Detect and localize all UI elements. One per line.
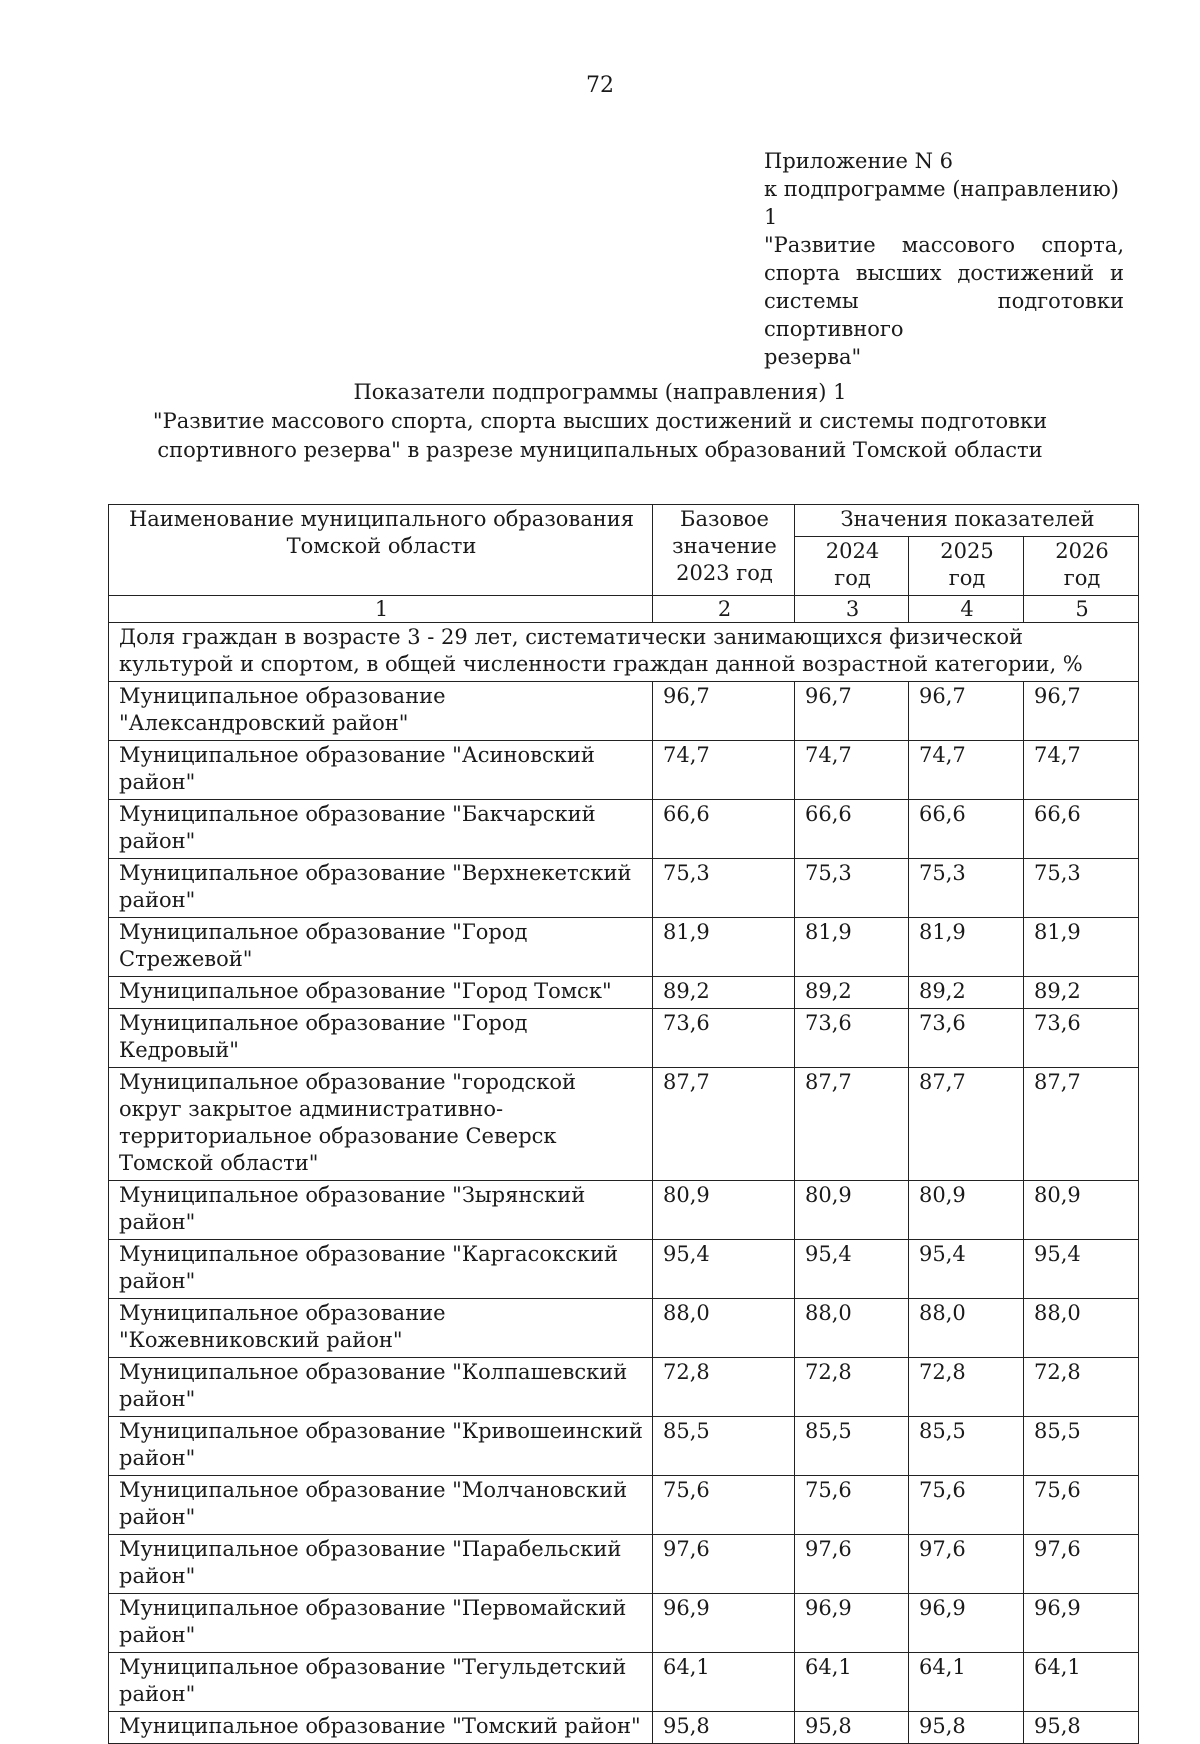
municipality-name: Муниципальное образование "городской округ закрытое административно-территориальное образование Северск Томской области"	[109, 1068, 653, 1181]
annex-line: Приложение N 6	[764, 149, 953, 173]
value-2025: 73,6	[909, 1009, 1024, 1068]
base-value-2023: 96,9	[653, 1594, 795, 1653]
table-row	[109, 682, 1139, 741]
base-value-2023: 95,4	[653, 1240, 795, 1299]
table-row	[109, 977, 1139, 1009]
table-row	[109, 1009, 1139, 1068]
municipality-name: Муниципальное образование "Город Томск"	[109, 977, 653, 1009]
municipality-name: Муниципальное образование "Каргасокский район"	[109, 1240, 653, 1299]
value-2025: 72,8	[909, 1358, 1024, 1417]
value-2026: 97,6	[1024, 1535, 1139, 1594]
value-2024: 95,4	[795, 1240, 909, 1299]
base-value-2023: 89,2	[653, 977, 795, 1009]
value-2024: 85,5	[795, 1417, 909, 1476]
municipality-name: Муниципальное образование "Город Стрежевой"	[109, 918, 653, 977]
value-2024: 88,0	[795, 1299, 909, 1358]
municipality-name: Муниципальное образование "Кожевниковский район"	[109, 1299, 653, 1358]
table-row	[109, 1240, 1139, 1299]
value-2026: 73,6	[1024, 1009, 1139, 1068]
municipality-name: Муниципальное образование "Город Кедровый"	[109, 1009, 653, 1068]
base-value-2023: 64,1	[653, 1653, 795, 1712]
value-2024: 95,8	[795, 1712, 909, 1744]
table-row	[109, 1299, 1139, 1358]
value-2024: 73,6	[795, 1009, 909, 1068]
value-2024: 74,7	[795, 741, 909, 800]
value-2025: 66,6	[909, 800, 1024, 859]
base-value-2023: 80,9	[653, 1181, 795, 1240]
annex-line: к подпрограмме (направлению) 1	[764, 177, 1119, 229]
value-2026: 72,8	[1024, 1358, 1139, 1417]
base-value-2023: 72,8	[653, 1358, 795, 1417]
value-2026: 74,7	[1024, 741, 1139, 800]
value-2024: 81,9	[795, 918, 909, 977]
value-2025: 87,7	[909, 1068, 1024, 1181]
value-2025: 74,7	[909, 741, 1024, 800]
column-number: 1	[109, 596, 653, 623]
municipality-name: Муниципальное образование "Зырянский район"	[109, 1181, 653, 1240]
header-year: 2026 год	[1024, 537, 1139, 596]
table-row	[109, 800, 1139, 859]
municipality-name: Муниципальное образование "Александровский район"	[109, 682, 653, 741]
base-value-2023: 81,9	[653, 918, 795, 977]
value-2025: 88,0	[909, 1299, 1024, 1358]
indicators-table	[108, 504, 1139, 1744]
header-indicator-values: Значения показателей	[795, 505, 1139, 537]
table-row	[109, 1535, 1139, 1594]
base-value-2023: 97,6	[653, 1535, 795, 1594]
table-row	[109, 1358, 1139, 1417]
value-2024: 75,3	[795, 859, 909, 918]
municipality-name: Муниципальное образование "Парабельский район"	[109, 1535, 653, 1594]
value-2024: 80,9	[795, 1181, 909, 1240]
value-2025: 85,5	[909, 1417, 1024, 1476]
title-line: Показатели подпрограммы (направления) 1	[353, 380, 847, 404]
annex-line: системы подготовки спортивного	[764, 289, 1124, 341]
value-2026: 81,9	[1024, 918, 1139, 977]
value-2026: 64,1	[1024, 1653, 1139, 1712]
value-2025: 89,2	[909, 977, 1024, 1009]
value-2025: 80,9	[909, 1181, 1024, 1240]
value-2025: 96,7	[909, 682, 1024, 741]
value-2025: 95,4	[909, 1240, 1024, 1299]
annex-line: резерва"	[764, 345, 862, 369]
base-value-2023: 96,7	[653, 682, 795, 741]
base-value-2023: 73,6	[653, 1009, 795, 1068]
value-2026: 89,2	[1024, 977, 1139, 1009]
column-number: 2	[653, 596, 795, 623]
annex-line: спорта высших достижений и	[764, 261, 1124, 285]
value-2024: 97,6	[795, 1535, 909, 1594]
value-2026: 88,0	[1024, 1299, 1139, 1358]
value-2026: 75,6	[1024, 1476, 1139, 1535]
value-2024: 66,6	[795, 800, 909, 859]
column-number: 3	[795, 596, 909, 623]
municipality-name: Муниципальное образование "Томский район"	[109, 1712, 653, 1744]
value-2024: 75,6	[795, 1476, 909, 1535]
value-2026: 95,4	[1024, 1240, 1139, 1299]
table-row	[109, 741, 1139, 800]
municipality-name: Муниципальное образование "Асиновский район"	[109, 741, 653, 800]
value-2026: 66,6	[1024, 800, 1139, 859]
value-2025: 75,3	[909, 859, 1024, 918]
value-2026: 95,8	[1024, 1712, 1139, 1744]
section-row	[109, 623, 1139, 682]
annex-line: "Развитие массового спорта,	[764, 233, 1124, 257]
base-value-2023: 88,0	[653, 1299, 795, 1358]
value-2025: 64,1	[909, 1653, 1024, 1712]
value-2024: 96,9	[795, 1594, 909, 1653]
value-2025: 75,6	[909, 1476, 1024, 1535]
table-row	[109, 918, 1139, 977]
header-year: 2025 год	[909, 537, 1024, 596]
table-row	[109, 1068, 1139, 1181]
header-year: 2024 год	[795, 537, 909, 596]
value-2026: 85,5	[1024, 1417, 1139, 1476]
title-line: "Развитие массового спорта, спорта высших достижений и системы подготовки	[152, 409, 1048, 433]
column-number: 5	[1024, 596, 1139, 623]
value-2025: 81,9	[909, 918, 1024, 977]
table-row	[109, 1417, 1139, 1476]
value-2026: 96,7	[1024, 682, 1139, 741]
section-title: Доля граждан в возрасте 3 - 29 лет, систематически занимающихся физической культурой и спортом, в общей численности граждан данной возрастной категории, %	[109, 623, 1139, 682]
base-value-2023: 85,5	[653, 1417, 795, 1476]
value-2026: 75,3	[1024, 859, 1139, 918]
municipality-name: Муниципальное образование "Тегульдетский район"	[109, 1653, 653, 1712]
base-value-2023: 87,7	[653, 1068, 795, 1181]
table-row	[109, 1712, 1139, 1744]
municipality-name: Муниципальное образование "Молчановский район"	[109, 1476, 653, 1535]
table-row	[109, 1653, 1139, 1712]
value-2024: 96,7	[795, 682, 909, 741]
value-2025: 95,8	[909, 1712, 1024, 1744]
value-2025: 97,6	[909, 1535, 1024, 1594]
page-number: 72	[586, 73, 614, 98]
table-row	[109, 1181, 1139, 1240]
value-2024: 64,1	[795, 1653, 909, 1712]
table-header-row	[109, 505, 1139, 537]
annex-block	[764, 147, 1124, 371]
table-row	[109, 859, 1139, 918]
base-value-2023: 74,7	[653, 741, 795, 800]
base-value-2023: 95,8	[653, 1712, 795, 1744]
municipality-name: Муниципальное образование "Бакчарский район"	[109, 800, 653, 859]
base-value-2023: 75,3	[653, 859, 795, 918]
title-line: спортивного резерва" в разрезе муниципальных образований Томской области	[157, 438, 1043, 462]
value-2024: 72,8	[795, 1358, 909, 1417]
header-base-value: Базовое значение 2023 год	[653, 505, 795, 596]
document-title	[100, 378, 1100, 465]
table-row	[109, 1476, 1139, 1535]
column-numbers-row	[109, 596, 1139, 623]
base-value-2023: 66,6	[653, 800, 795, 859]
base-value-2023: 75,6	[653, 1476, 795, 1535]
municipality-name: Муниципальное образование "Колпашевский район"	[109, 1358, 653, 1417]
value-2026: 96,9	[1024, 1594, 1139, 1653]
value-2024: 89,2	[795, 977, 909, 1009]
value-2026: 80,9	[1024, 1181, 1139, 1240]
municipality-name: Муниципальное образование "Первомайский район"	[109, 1594, 653, 1653]
table-row	[109, 1594, 1139, 1653]
value-2026: 87,7	[1024, 1068, 1139, 1181]
header-municipality-name: Наименование муниципального образования Томской области	[109, 505, 653, 596]
column-number: 4	[909, 596, 1024, 623]
value-2025: 96,9	[909, 1594, 1024, 1653]
municipality-name: Муниципальное образование "Кривошеинский район"	[109, 1417, 653, 1476]
value-2024: 87,7	[795, 1068, 909, 1181]
municipality-name: Муниципальное образование "Верхнекетский район"	[109, 859, 653, 918]
